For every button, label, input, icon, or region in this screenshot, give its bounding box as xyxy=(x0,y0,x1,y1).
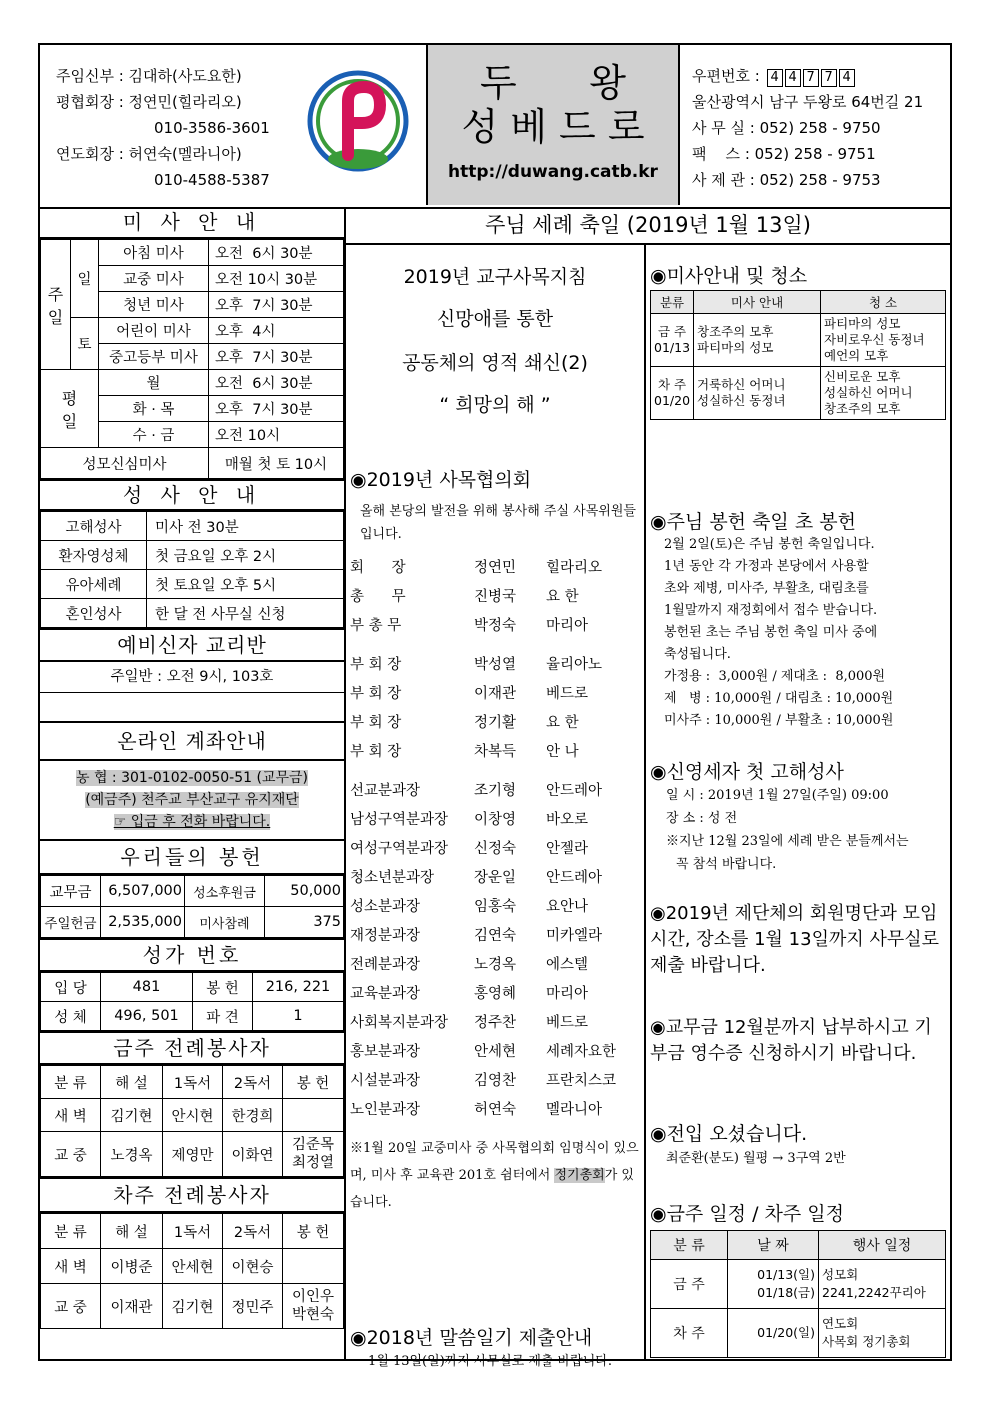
zip-label: 우편번호 : xyxy=(692,67,760,85)
hymn-number: 216, 221 xyxy=(253,973,344,1002)
main-title: 주님 세례 축일 (2019년 1월 13일) xyxy=(346,207,950,245)
confession-section xyxy=(650,757,946,876)
council-note-highlight: 정기총회 xyxy=(554,1168,605,1183)
council-baptismal-name: 안젤라 xyxy=(546,841,589,857)
cleaning-mass: 거룩하신 어머니 성실하신 동정녀 xyxy=(694,367,821,420)
mass-time: 오전 6시 30분 xyxy=(209,370,344,396)
offering-label: 주일헌금 xyxy=(41,907,101,938)
council-section xyxy=(350,465,640,1216)
mass-name: 화 · 목 xyxy=(99,396,209,422)
server-cell: 이재관 xyxy=(101,1284,163,1329)
mass-table xyxy=(40,239,344,479)
bulletin-page xyxy=(38,43,952,1369)
right-column xyxy=(646,243,950,1359)
council-baptismal-name: 요 한 xyxy=(546,589,579,605)
fax-number: 팩 스 : 052) 258 - 9751 xyxy=(692,145,876,163)
servers-this-table xyxy=(40,1065,344,1177)
council-role: 부 회 장 xyxy=(350,715,402,731)
server-cell: 교 중 xyxy=(41,1132,101,1177)
schedule-date: 01/13(일) 01/18(금) xyxy=(728,1260,819,1309)
pastoral-guideline xyxy=(346,243,644,425)
table-row xyxy=(41,240,344,266)
column-header: 행사 일정 xyxy=(819,1231,946,1260)
council-role: 여성구역분과장 xyxy=(350,841,449,857)
catechumen-heading: 예비신자 교리반 xyxy=(40,628,344,662)
sacrament-time: 한 달 전 사무실 신청 xyxy=(147,599,344,628)
table-row xyxy=(41,512,344,541)
candle-line: 2월 2일(토)은 주님 봉헌 축일입니다. xyxy=(664,537,875,552)
candle-line: 가정용 : 3,000원 / 제대초 : 8,000원 xyxy=(664,669,886,684)
table-row xyxy=(41,1132,344,1177)
council-name: 이재관 xyxy=(474,686,517,702)
title-line-2: 성 베 드 로 xyxy=(461,105,645,149)
table-row xyxy=(651,291,946,314)
council-note-end: 가 있습니다. xyxy=(350,1168,634,1210)
cleaning-week: 금 주 01/13 xyxy=(651,314,694,367)
table-row xyxy=(41,448,344,479)
council-name: 임홍숙 xyxy=(474,899,517,915)
schedule-date: 01/20(일) xyxy=(728,1309,819,1358)
council-name: 정주찬 xyxy=(474,1015,517,1031)
candle-line: 초와 제병, 미사주, 부활초, 대림초를 xyxy=(664,581,869,596)
server-cell: 이인우 박현숙 xyxy=(283,1284,344,1329)
table-row xyxy=(41,907,344,938)
title-box xyxy=(426,45,680,205)
left-column xyxy=(40,207,346,1359)
council-name: 조기형 xyxy=(474,783,517,799)
council-member-row xyxy=(350,1036,640,1065)
council-note-text: ※1월 20일 교중미사 중 사목협의회 임명식이 있으며, 미사 후 교육관 201호 쉼터에서 xyxy=(350,1141,639,1183)
mass-time: 오전 10시 30분 xyxy=(209,266,344,292)
table-row xyxy=(41,318,344,344)
notice-members: ◉2019년 제단체의 회원명단과 모임시간, 장소를 1월 13일까지 사무실로 제출 바랍니다. xyxy=(650,903,940,976)
hymn-number: 496, 501 xyxy=(101,1002,193,1031)
server-cell: 새 벽 xyxy=(41,1249,101,1284)
schedule-section xyxy=(650,1199,946,1358)
table-row xyxy=(41,1066,344,1099)
account-box xyxy=(40,761,344,839)
column-header: 1독서 xyxy=(163,1214,223,1249)
hymn-number: 1 xyxy=(253,1002,344,1031)
cleaning-duty: 신비로운 모후 성실하신 어머니 창조주의 모후 xyxy=(821,367,946,420)
header xyxy=(40,45,950,209)
table-row xyxy=(41,973,344,1002)
hymn-label: 입 당 xyxy=(41,973,101,1002)
mass-name: 교중 미사 xyxy=(99,266,209,292)
council-member-row xyxy=(350,891,640,920)
column-header: 분류 xyxy=(651,291,694,314)
council-name: 박성열 xyxy=(474,657,517,673)
column-header: 미사 안내 xyxy=(694,291,821,314)
server-cell xyxy=(283,1099,344,1132)
offering-value: 6,507,000 xyxy=(101,876,185,907)
council-name: 정연민 xyxy=(474,560,517,576)
notice-tithe: ◉교무금 12월분까지 납부하시고 기부금 영수증 신청하시기 바랍니다. xyxy=(650,1017,932,1064)
table-row xyxy=(41,570,344,599)
table-row xyxy=(41,1214,344,1249)
table-row xyxy=(651,367,946,420)
candle-line: 미사주 : 10,000원 / 부활초 : 10,000원 xyxy=(664,713,894,728)
council-member-row xyxy=(350,736,640,765)
mass-name: 아침 미사 xyxy=(99,240,209,266)
middle-column xyxy=(346,243,646,1369)
offering-value: 2,535,000 xyxy=(101,907,185,938)
table-row xyxy=(41,599,344,628)
diary-heading: ◉2018년 말씀일기 제출안내 xyxy=(350,1327,593,1349)
servers-next-table xyxy=(40,1213,344,1329)
server-cell: 김기현 xyxy=(101,1099,163,1132)
zip-row xyxy=(692,63,948,89)
candle-line: 1년 동안 각 가정과 본당에서 사용할 xyxy=(664,559,869,574)
sacrament-name: 혼인성사 xyxy=(41,599,147,628)
council-name: 김영찬 xyxy=(474,1073,517,1089)
council-intro: 올해 본당의 발전을 위해 봉사해 주실 사목위원들입니다. xyxy=(360,504,636,542)
council-role: 시설분과장 xyxy=(350,1073,421,1089)
column-header: 날 짜 xyxy=(728,1231,819,1260)
council-baptismal-name: 프란치스코 xyxy=(546,1073,617,1089)
council-baptismal-name: 힐라리오 xyxy=(546,560,603,576)
council-member-row xyxy=(350,552,640,581)
mass-time: 오후 7시 30분 xyxy=(209,344,344,370)
council-name: 이창영 xyxy=(474,812,517,828)
council-name: 차복득 xyxy=(474,744,517,760)
candle-line: 축성됩니다. xyxy=(664,647,731,662)
mass-time: 오후 7시 30분 xyxy=(209,292,344,318)
servers-next-heading: 차주 전례봉사자 xyxy=(40,1177,344,1213)
account-number: 농 협 : 301-0102-0050-51 (교무금) xyxy=(75,770,308,786)
offering-label: 성소후원금 xyxy=(185,876,265,907)
sacrament-name: 유아세례 xyxy=(41,570,147,599)
zip-digit: 4 xyxy=(785,69,801,87)
council-member-row xyxy=(350,649,640,678)
council-role: 부 회 장 xyxy=(350,686,402,702)
cleaning-mass: 창조주의 모후 파티마의 성모 xyxy=(694,314,821,367)
schedule-event: 성모회 2241,2242꾸리아 xyxy=(819,1260,946,1309)
table-row xyxy=(41,1249,344,1284)
council-member-row xyxy=(350,949,640,978)
council-role: 남성구역분과장 xyxy=(350,812,449,828)
table-row xyxy=(41,876,344,907)
council-baptismal-name: 세례자요한 xyxy=(546,1044,617,1060)
confession-heading: ◉신영세자 첫 고해성사 xyxy=(650,761,844,783)
server-cell: 이화연 xyxy=(223,1132,283,1177)
council-name: 노경옥 xyxy=(474,957,517,973)
weekday-label: 평일 xyxy=(41,370,99,448)
council-heading: ◉2019년 사목협의회 xyxy=(350,469,532,491)
cleaning-heading: ◉미사안내 및 청소 xyxy=(650,265,808,287)
council-baptismal-name: 베드로 xyxy=(546,1015,589,1031)
catechumen-text: 주일반 : 오전 9시, 103호 xyxy=(40,662,344,693)
council-name: 허연숙 xyxy=(474,1102,517,1118)
council-role: 부 총 무 xyxy=(350,618,402,634)
council-role: 총 무 xyxy=(350,589,406,605)
account-holder: (예금주) 천주교 부산교구 유지재단 xyxy=(85,792,299,808)
server-cell: 한경희 xyxy=(223,1099,283,1132)
title-line-1: 두 왕 xyxy=(480,61,626,105)
hymn-number: 481 xyxy=(101,973,193,1002)
mass-name: 어린이 미사 xyxy=(99,318,209,344)
council-member-row xyxy=(350,1065,640,1094)
confession-line: ※지난 12월 23일에 세례 받은 분들께서는 xyxy=(666,834,909,849)
server-cell: 교 중 xyxy=(41,1284,101,1329)
yeondo-president-line: 연도회장 : 허연숙(멜라니아) xyxy=(56,145,242,163)
council-member-row xyxy=(350,1094,640,1123)
table-row xyxy=(41,370,344,396)
account-note: ☞ 입금 후 전화 바랍니다. xyxy=(113,814,271,830)
servers-this-heading: 금주 전례봉사자 xyxy=(40,1031,344,1065)
schedule-table xyxy=(650,1230,946,1358)
offering-value: 50,000 xyxy=(265,876,344,907)
council-role: 선교분과장 xyxy=(350,783,421,799)
mass-time: 오전 10시 xyxy=(209,422,344,448)
header-contacts xyxy=(56,63,306,193)
mass-name: 수 · 금 xyxy=(99,422,209,448)
table-row xyxy=(651,1309,946,1358)
column-header: 분 류 xyxy=(41,1214,101,1249)
offering-label: 교무금 xyxy=(41,876,101,907)
server-cell: 정민주 xyxy=(223,1284,283,1329)
council-list xyxy=(350,552,640,1123)
cleaning-week: 차 주 01/20 xyxy=(651,367,694,420)
council-role: 성소분과장 xyxy=(350,899,421,915)
offering-table xyxy=(40,875,344,938)
council-name: 신정숙 xyxy=(474,841,517,857)
council-baptismal-name: 멜라니아 xyxy=(546,1102,603,1118)
server-cell: 안세현 xyxy=(163,1249,223,1284)
council-note xyxy=(350,1135,640,1216)
council-baptismal-name: 마리아 xyxy=(546,618,589,634)
table-row xyxy=(41,1002,344,1031)
council-member-row xyxy=(350,707,640,736)
column-header: 2독서 xyxy=(223,1214,283,1249)
pastoral-line-2: 신망애를 통한 xyxy=(436,308,554,330)
mass-time: 오전 6시 30분 xyxy=(209,240,344,266)
office-phone: 사 무 실 : 052) 258 - 9750 xyxy=(692,119,881,137)
moved-in-text: 최준환(분도) 월평 → 3구역 2반 xyxy=(666,1151,846,1166)
council-member-row xyxy=(350,581,640,610)
offering-value: 375 xyxy=(265,907,344,938)
server-cell: 제영만 xyxy=(163,1132,223,1177)
council-role: 회 장 xyxy=(350,560,406,576)
schedule-week: 차 주 xyxy=(651,1309,728,1358)
sacrament-table xyxy=(40,511,344,628)
sacrament-time: 첫 토요일 오후 5시 xyxy=(147,570,344,599)
server-cell: 노경옥 xyxy=(101,1132,163,1177)
council-role: 청소년분과장 xyxy=(350,870,435,886)
column-header: 분 류 xyxy=(651,1231,728,1260)
confession-text xyxy=(650,784,946,876)
council-role: 노인분과장 xyxy=(350,1102,421,1118)
council-name: 장운일 xyxy=(474,870,517,886)
council-name: 홍영혜 xyxy=(474,986,517,1002)
moved-in-heading: ◉전입 오셨습니다. xyxy=(650,1123,808,1145)
table-row xyxy=(651,1231,946,1260)
council-member-row xyxy=(350,833,640,862)
pastoral-line-1: 2019년 교구사목지침 xyxy=(403,266,587,288)
spacer xyxy=(40,693,344,721)
website-url: http://duwang.catb.kr xyxy=(448,162,658,182)
council-member-row xyxy=(350,678,640,707)
mass-name: 월 xyxy=(99,370,209,396)
column-header: 해 설 xyxy=(101,1214,163,1249)
diary-text: 1월 13일(일)까지 사무실로 제출 바랍니다. xyxy=(368,1354,612,1369)
council-member-row xyxy=(350,978,640,1007)
council-member-row xyxy=(350,862,640,891)
council-baptismal-name: 미카엘라 xyxy=(546,928,603,944)
council-baptismal-name: 요안나 xyxy=(546,899,589,915)
council-name: 안세현 xyxy=(474,1044,517,1060)
hymn-table xyxy=(40,972,344,1031)
council-baptismal-name: 베드로 xyxy=(546,686,589,702)
server-cell: 김준목 최정열 xyxy=(283,1132,344,1177)
server-cell: 이현승 xyxy=(223,1249,283,1284)
table-row xyxy=(41,541,344,570)
sacrament-name: 고해성사 xyxy=(41,512,147,541)
mass-name: 청년 미사 xyxy=(99,292,209,318)
council-name: 진병국 xyxy=(474,589,517,605)
confession-line: 장 소 : 성 전 xyxy=(666,811,738,826)
table-row xyxy=(41,1099,344,1132)
council-role: 전례분과장 xyxy=(350,957,421,973)
council-member-row xyxy=(350,610,640,639)
council-baptismal-name: 안 나 xyxy=(546,744,579,760)
server-cell: 안시현 xyxy=(163,1099,223,1132)
candle-section xyxy=(650,507,946,732)
column-header: 1독서 xyxy=(163,1066,223,1099)
address: 울산광역시 남구 두왕로 64번길 21 xyxy=(692,93,924,111)
sacrament-time: 미사 전 30분 xyxy=(147,512,344,541)
moved-in-section xyxy=(650,1119,946,1172)
header-address xyxy=(692,63,948,193)
zip-digit: 7 xyxy=(803,69,819,87)
offering-heading: 우리들의 봉헌 xyxy=(40,839,344,875)
column-header: 2독서 xyxy=(223,1066,283,1099)
council-role: 홍보분과장 xyxy=(350,1044,421,1060)
pastoral-line-3: 공동체의 영적 쇄신(2) xyxy=(402,352,588,374)
confession-line: 꼭 참석 바랍니다. xyxy=(676,857,777,872)
column-header: 청 소 xyxy=(821,291,946,314)
zip-code xyxy=(765,67,855,85)
zip-digit: 4 xyxy=(839,69,855,87)
server-cell: 김기현 xyxy=(163,1284,223,1329)
schedule-event: 연도회 사목회 정기총회 xyxy=(819,1309,946,1358)
offering-label: 미사참례 xyxy=(185,907,265,938)
council-member-row xyxy=(350,920,640,949)
diary-section xyxy=(350,1323,642,1374)
sat-label: 토 xyxy=(71,318,99,370)
council-role: 교육분과장 xyxy=(350,986,421,1002)
day-label: 일 xyxy=(71,240,99,318)
candle-line: 봉헌된 초는 주님 봉헌 축일 미사 중에 xyxy=(664,625,878,640)
column-header: 분 류 xyxy=(41,1066,101,1099)
cleaning-section xyxy=(650,261,946,420)
account-heading: 온라인 계좌안내 xyxy=(40,721,344,761)
zip-digit: 4 xyxy=(767,69,783,87)
mass-time: 오후 7시 30분 xyxy=(209,396,344,422)
council-role: 부 회 장 xyxy=(350,744,402,760)
cleaning-table xyxy=(650,290,946,420)
server-cell: 이병준 xyxy=(101,1249,163,1284)
council-name: 정기활 xyxy=(474,715,517,731)
hymn-label: 성 체 xyxy=(41,1002,101,1031)
council-name: 김연숙 xyxy=(474,928,517,944)
hymn-label: 파 견 xyxy=(193,1002,253,1031)
council-baptismal-name: 요 한 xyxy=(546,715,579,731)
table-row xyxy=(651,1260,946,1309)
council-baptismal-name: 마리아 xyxy=(546,986,589,1002)
pastor-line: 주임신부 : 김대하(사도요한) xyxy=(56,67,242,85)
mass-time: 오후 4시 xyxy=(209,318,344,344)
council-baptismal-name: 안드레아 xyxy=(546,783,603,799)
sunday-label: 주일 xyxy=(41,240,71,370)
candle-line: 1월말까지 재정회에서 접수 받습니다. xyxy=(664,603,878,618)
council-baptismal-name: 안드레아 xyxy=(546,870,603,886)
special-mass-label: 성모신심미사 xyxy=(41,448,209,479)
candle-heading: ◉주님 봉헌 축일 초 봉헌 xyxy=(650,511,856,533)
council-role: 사회복지분과장 xyxy=(350,1015,449,1031)
pastoral-line-4: “ 희망의 해 ” xyxy=(439,394,551,416)
parish-logo xyxy=(302,63,414,183)
hymn-heading: 성가 번호 xyxy=(40,938,344,972)
special-mass-time: 매월 첫 토 10시 xyxy=(209,448,344,479)
council-role: 재정분과장 xyxy=(350,928,421,944)
candle-text xyxy=(650,534,946,732)
column-header: 해 설 xyxy=(101,1066,163,1099)
council-member-row xyxy=(350,1007,640,1036)
schedule-heading: ◉금주 일정 / 차주 일정 xyxy=(650,1203,844,1225)
sacrament-heading: 성 사 안 내 xyxy=(40,479,344,511)
confession-line: 일 시 : 2019년 1월 27일(주일) 09:00 xyxy=(666,788,889,803)
cleaning-duty: 파티마의 성모 자비로우신 동정녀 예언의 모후 xyxy=(821,314,946,367)
hymn-label: 봉 헌 xyxy=(193,973,253,1002)
council-baptismal-name: 에스텔 xyxy=(546,957,589,973)
table-row xyxy=(41,1284,344,1329)
server-cell: 새 벽 xyxy=(41,1099,101,1132)
sacrament-time: 첫 금요일 오후 2시 xyxy=(147,541,344,570)
yeondo-phone: 010-4588-5387 xyxy=(154,171,270,189)
council-president-line: 평협회장 : 정연민(힐라리오) xyxy=(56,93,242,111)
column-header: 봉 헌 xyxy=(283,1214,344,1249)
candle-line: 제 병 : 10,000원 / 대림초 : 10,000원 xyxy=(664,691,894,706)
council-phone: 010-3586-3601 xyxy=(154,119,270,137)
council-member-row xyxy=(350,804,640,833)
column-header: 봉 헌 xyxy=(283,1066,344,1099)
council-name: 박정숙 xyxy=(474,618,517,634)
council-role: 부 회 장 xyxy=(350,657,402,673)
mass-heading: 미 사 안 내 xyxy=(40,207,344,239)
council-member-row xyxy=(350,775,640,804)
server-cell xyxy=(283,1249,344,1284)
rectory-phone: 사 제 관 : 052) 258 - 9753 xyxy=(692,171,881,189)
mass-name: 중고등부 미사 xyxy=(99,344,209,370)
council-baptismal-name: 바오로 xyxy=(546,812,589,828)
zip-digit: 7 xyxy=(821,69,837,87)
council-baptismal-name: 율리아노 xyxy=(546,657,603,673)
table-row xyxy=(651,314,946,367)
sacrament-name: 환자영성체 xyxy=(41,541,147,570)
schedule-week: 금 주 xyxy=(651,1260,728,1309)
